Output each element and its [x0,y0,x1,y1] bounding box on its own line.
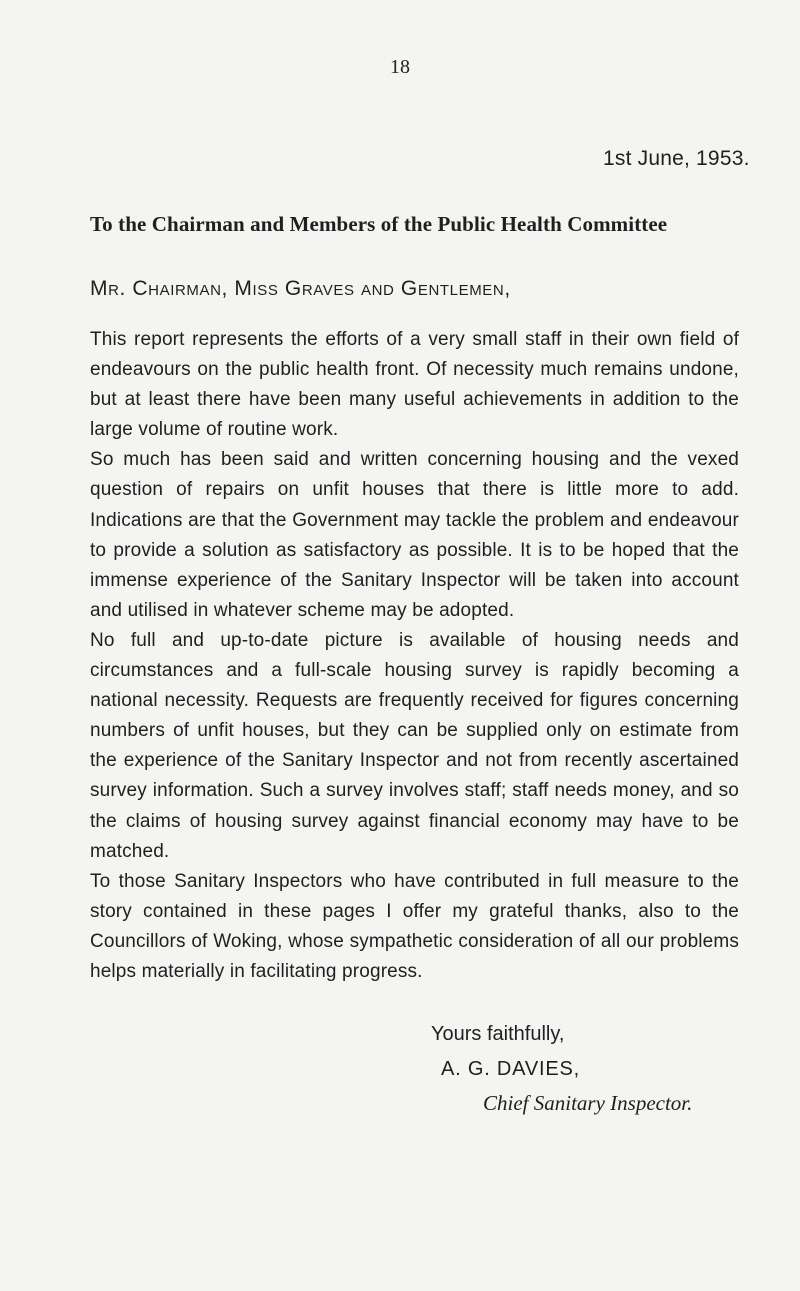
valediction: Yours faithfully, [431,1023,565,1045]
addressee-line: To the Chairman and Members of the Public Health Committee [90,212,668,236]
paragraph-3: No full and up-to-date picture is available of housing needs and circumstances and a full-scale housing survey is rapidly becoming a national necessity. Requests are frequently received for figures concerning numbers of unfit houses, but they can be supplied only on estimate from the experience of the Sanitary Inspector and not from recently ascertained survey information. Such a survey involves staff; staff needs money, and so the claims of housing survey against financial economy may have to be matched. [90,629,739,862]
salutation: Mr. Chairman, Miss Graves and Gentlemen, [90,277,511,300]
paragraph-2: So much has been said and written concerning housing and the vexed question of repairs on unfit houses that there is little more to add. Indications are that the Government may tackle the problem and endeavour to provide a solution as satisfactory as possible. It is to be hoped that the immense experience of the Sanitary Inspector will be taken into account and utilised in whatever scheme may be adopted. [90,449,739,621]
signatory-name: A. G. DAVIES, [441,1058,580,1080]
signatory-title: Chief Sanitary Inspector. [483,1091,693,1115]
paragraph-4: To those Sanitary Inspectors who have contributed in full measure to the story contained in these pages I offer my grateful thanks, also to the Councillors of Woking, whose sympathetic consideration of all our problems helps materially in facilitating progress. [90,870,739,982]
page-number: 18 [390,56,410,78]
letter-date: 1st June, 1953. [603,147,750,170]
letter-body [90,325,739,987]
paragraph-1: This report represents the efforts of a very small staff in their own field of endeavours on the public health front. Of necessity much remains undone, but at least there have been many useful achievements in addition to the large volume of routine work. [90,329,739,441]
